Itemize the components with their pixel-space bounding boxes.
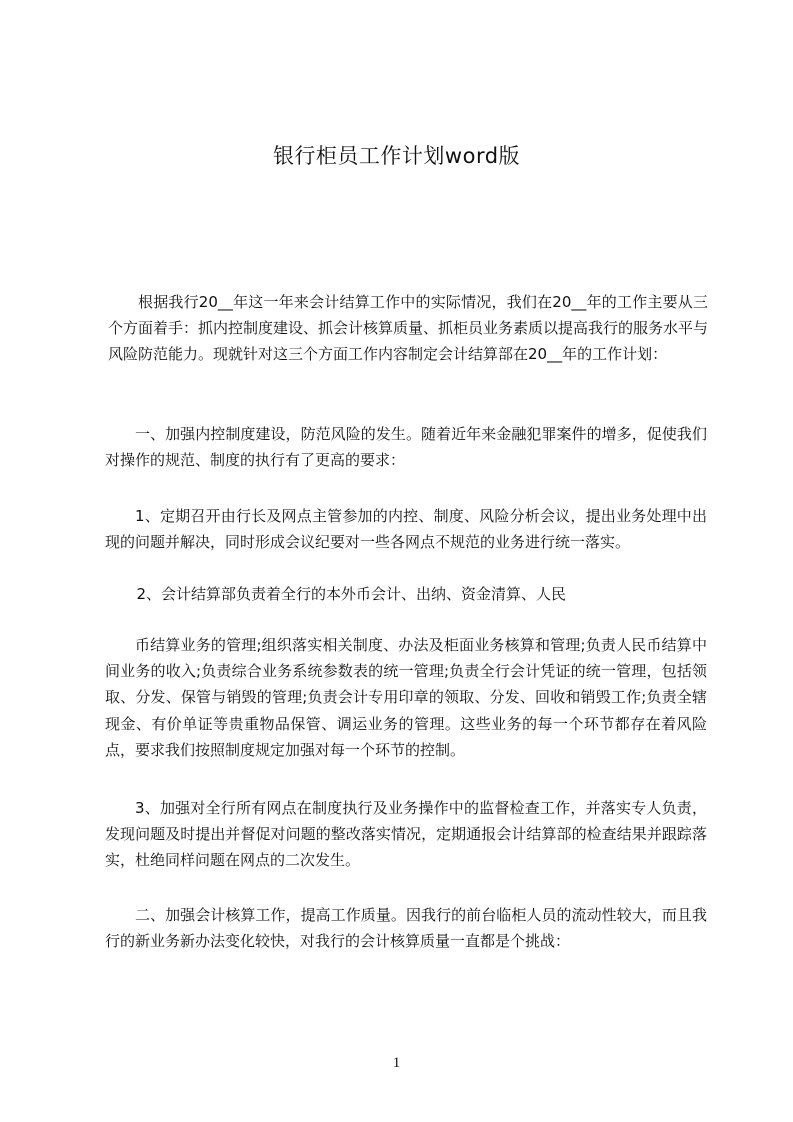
paragraph-item-3: 3、加强对全行所有网点在制度执行及业务操作中的监督检查工作，并落实专人负责，发现问题及时提出并督促对问题的整改落实情况，定期通报会计结算部的检查结果并跟踪落实，杜绝同样问题在网点的二次发生。 (105, 799, 707, 870)
document-title: 银行柜员工作计划word版 (272, 144, 521, 168)
paragraph-item-2: 2、会计结算部负责着全行的本外币会计、出纳、资金清算、人民 (136, 585, 567, 603)
paragraph-intro: 根据我行20__年这一年来会计结算工作中的实际情况，我们在20__年的工作主要从三个方面着手：抓内控制度建设、抓会计核算质量、抓柜员业务素质以提高我行的服务水平与风险防范能力。现就针对这三个方面工作内容制定会计结算部在20__年的工作计划： (108, 293, 709, 364)
paragraph-section-two: 二、加强会计核算工作，提高工作质量。因我行的前台临柜人员的流动性较大，而且我行的新业务新办法变化较快，对我行的会计核算质量一直都是个挑战： (105, 906, 707, 951)
page-number: 1 (392, 1055, 401, 1071)
paragraph-item-1: 1、定期召开由行长及网点主管参加的内控、制度、风险分析会议，提出业务处理中出现的问题并解决，同时形成会议纪要对一些各网点不规范的业务进行统一落实。 (105, 507, 707, 552)
paragraph-section-one: 一、加强内控制度建设，防范风险的发生。随着近年来金融犯罪案件的增多，促使我们对操作的规范、制度的执行有了更高的要求： (105, 425, 707, 470)
paragraph-item-2-continued: 币结算业务的管理;组织落实相关制度、办法及柜面业务核算和管理;负责人民币结算中间业务的收入;负责综合业务系统参数表的统一管理;负责全行会计凭证的统一管理，包括领取、分发、保管与销毁的管理;负责会计专用印章的领取、分发、回收和销毁工作;负责全辖现金、有价单证等贵重物品保管、调运业务的管理。这些业务的每一个环节都存在着风险点，要求我们按照制度规定加强对每一个环节的控制。 (105, 636, 707, 759)
